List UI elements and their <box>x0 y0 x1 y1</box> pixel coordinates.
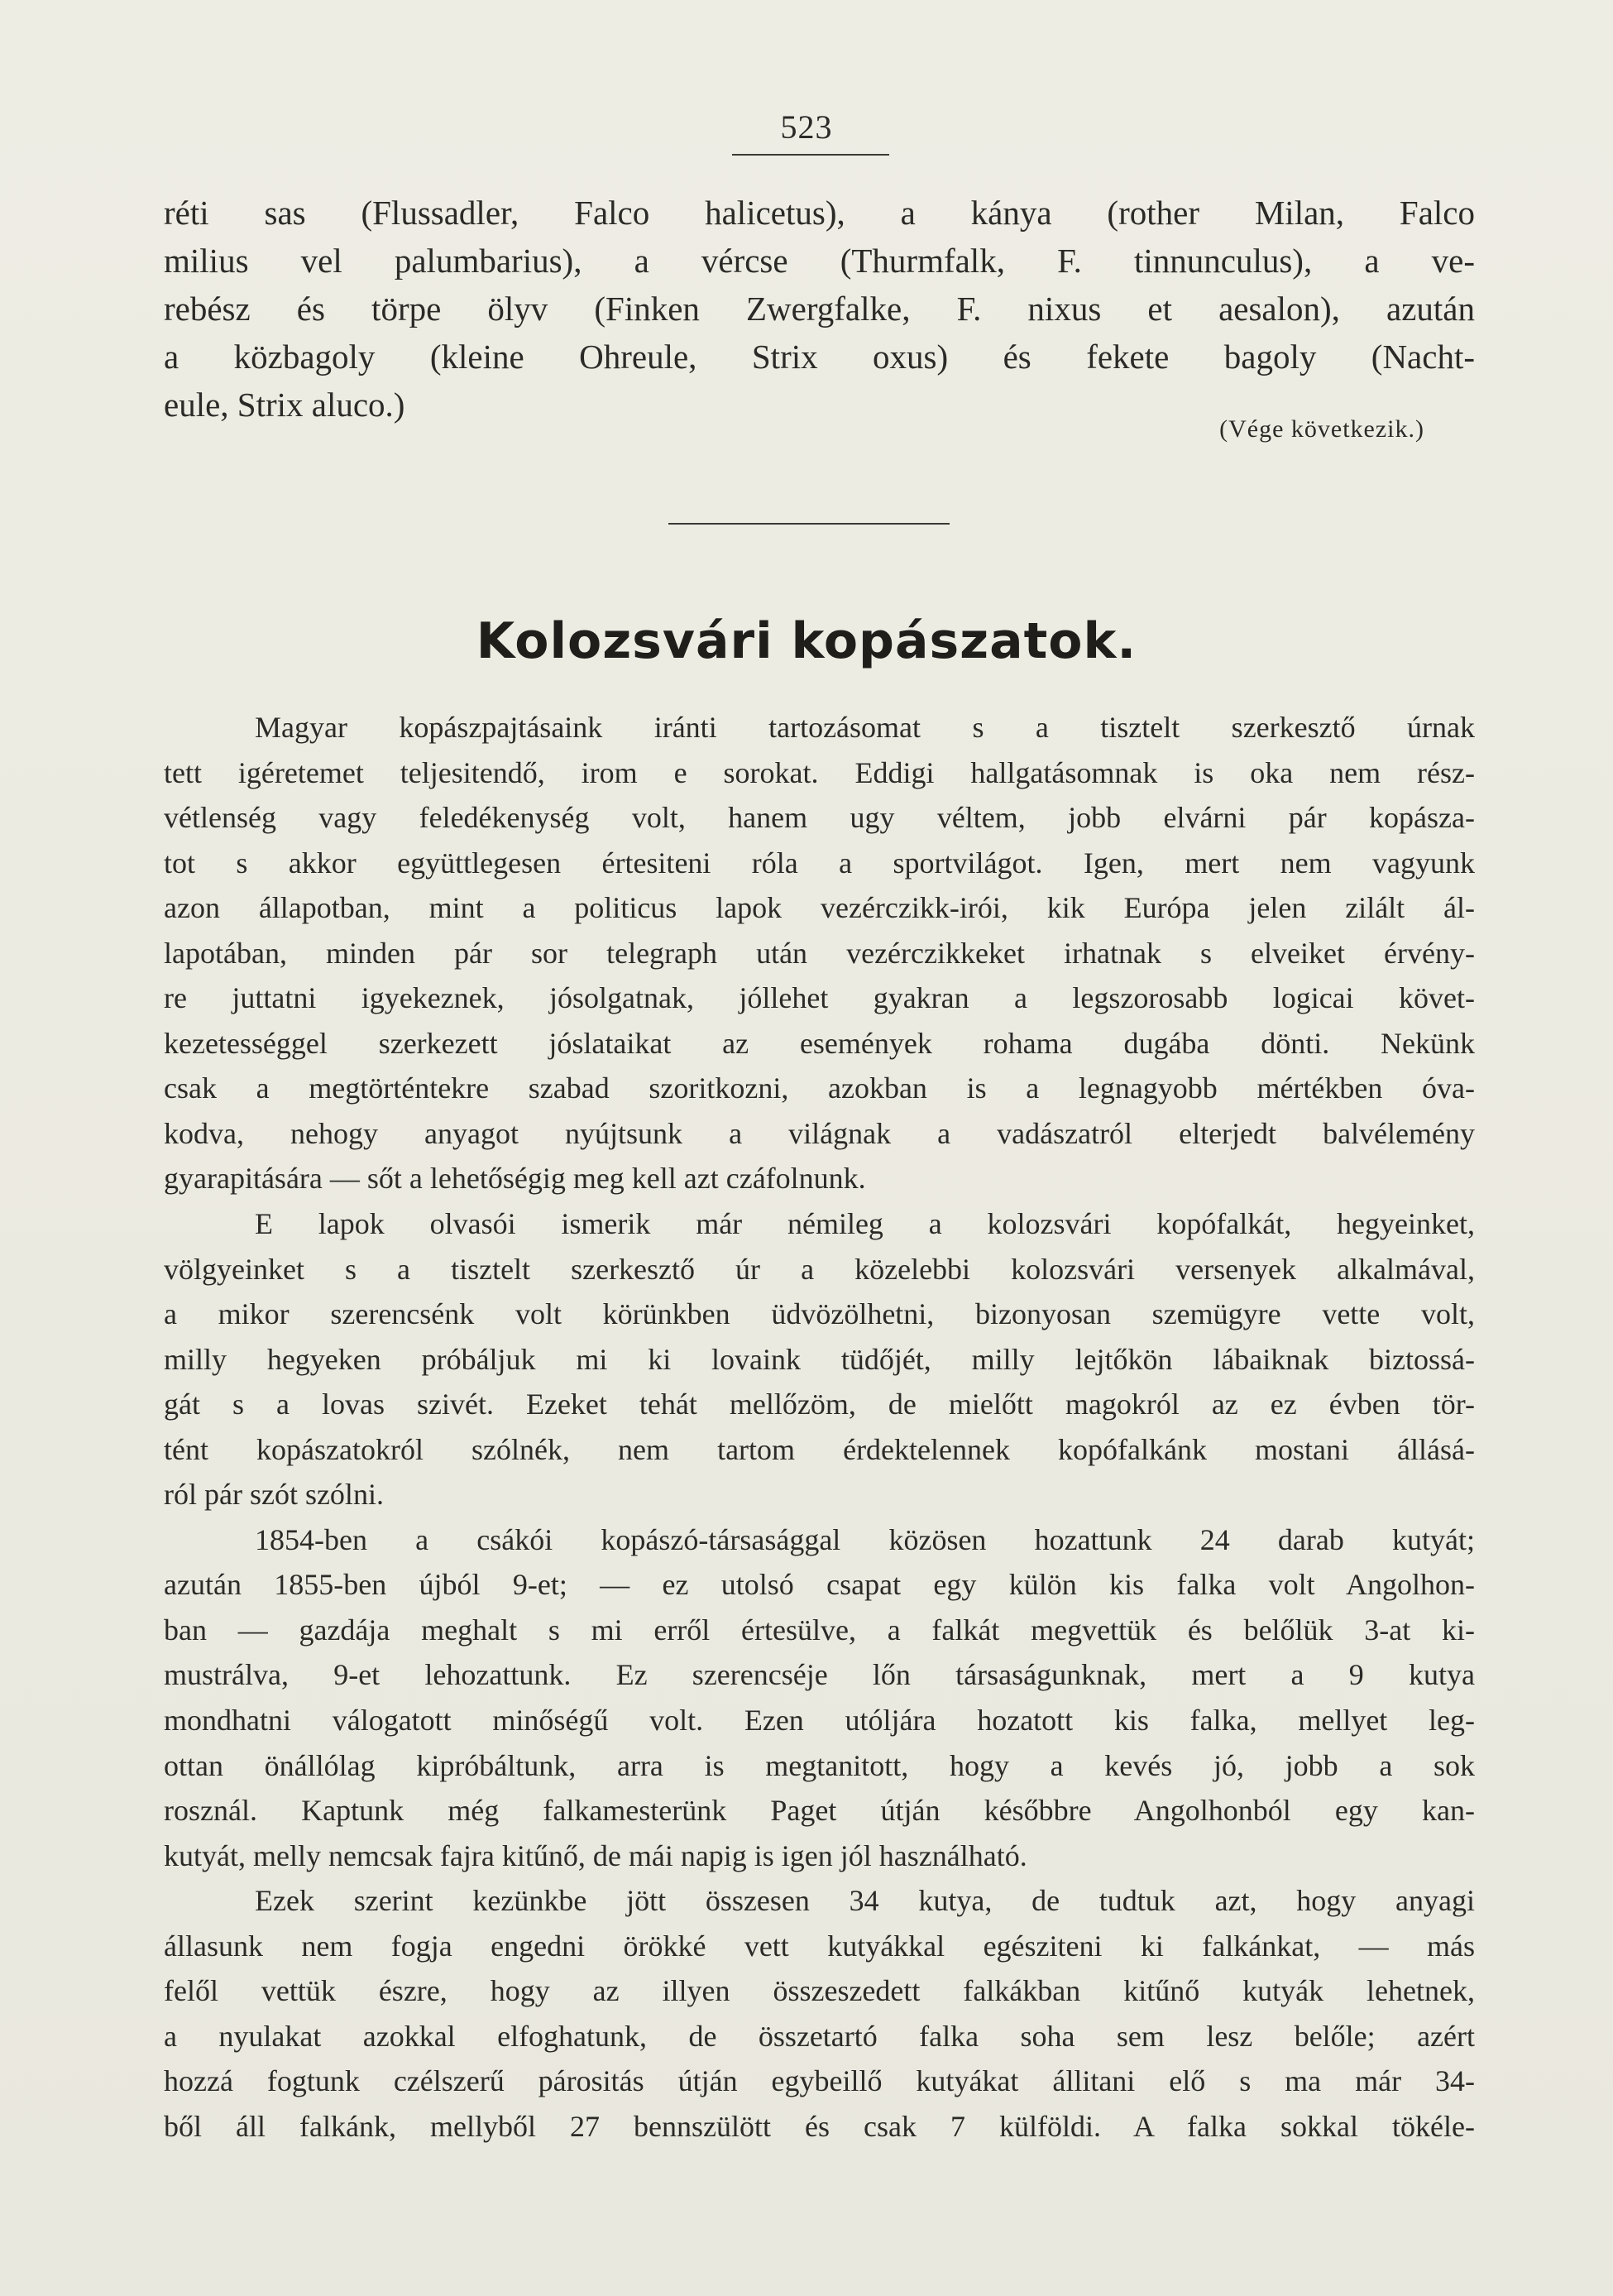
text-line: völgyeinket s a tisztelt szerkesztő úr a közelebbi kolozsvári versenyek alkalmával, <box>164 1252 1475 1286</box>
text-line: ról pár szót szólni. <box>164 1478 384 1512</box>
text-line: gyarapitására — sőt a lehetőségig meg kell azt czáfolnunk. <box>164 1162 866 1196</box>
section-divider <box>668 523 950 525</box>
text-line: azon állapotban, mint a politicus lapok vezérczikk-irói, kik Európa jelen zilált ál- <box>164 891 1475 925</box>
text-line: rosznál. Kaptunk még falkamesterünk Paget útján későbbre Angolhonból egy kan- <box>164 1794 1475 1828</box>
text-line: re juttatni igyekeznek, jósolgatnak, jóllehet gyakran a legszorosabb logicai követ- <box>164 981 1475 1015</box>
text-line: Magyar kopászpajtásaink iránti tartozásomat s a tisztelt szerkesztő úrnak <box>255 711 1475 744</box>
text-line: mondhatni válogatott minőségű volt. Ezen utóljára hozatott kis falka, mellyet leg- <box>164 1704 1475 1738</box>
to-be-continued-note: (Vége következik.) <box>1219 415 1424 443</box>
text-line: eule, Strix aluco.) <box>164 386 405 424</box>
text-line: a nyulakat azokkal elfoghatunk, de összetartó falka soha sem lesz belőle; azért <box>164 2019 1475 2053</box>
text-line: tént kopászatokról szólnék, nem tartom érdektelennek kopófalkánk mostani állásá- <box>164 1432 1475 1466</box>
page-number: 523 <box>780 108 833 146</box>
text-line: felől vettük észre, hogy az illyen összeszedett falkákban kitűnő kutyák lehetnek, <box>164 1974 1475 2008</box>
text-line: ottan önállólag kipróbáltunk, arra is megtanitott, hogy a kevés jó, jobb a sok <box>164 1748 1475 1782</box>
text-line: állasunk nem fogja engedni örökké vett kutyákkal egésziteni ki falkánkat, — más <box>164 1929 1475 1963</box>
page-number-rule <box>732 154 889 156</box>
text-line: tett igéretemet teljesitendő, irom e sorokat. Eddigi hallgatásomnak is oka nem rész- <box>164 755 1475 789</box>
text-line: 1854-ben a csákói kopászó-társasággal közösen hozattunk 24 darab kutyát; <box>255 1522 1475 1556</box>
text-line: ban — gazdája meghalt s mi erről értesülve, a falkát megvettük és belőlük 3-at ki- <box>164 1613 1475 1647</box>
text-line: Ezek szerint kezünkbe jött összesen 34 kutya, de tudtuk azt, hogy anyagi <box>255 1884 1475 1918</box>
text-line: ből áll falkánk, mellyből 27 bennszülött és csak 7 külföldi. A falka sokkal tökéle- <box>164 2109 1475 2143</box>
article-title: Kolozsvári kopászatok. <box>476 612 1137 670</box>
text-line: lapotában, minden pár sor telegraph után vezérczikkeket irhatnak s elveiket érvény- <box>164 936 1475 970</box>
text-line: tot s akkor együttlegesen értesiteni róla a sportvilágot. Igen, mert nem vagyunk <box>164 846 1475 880</box>
text-line: a mikor szerencsénk volt körünkben üdvözölhetni, bizonyosan szemügyre vette volt, <box>164 1297 1475 1331</box>
text-line: mustrálva, 9-et lehozattunk. Ez szerencséje lőn társaságunknak, mert a 9 kutya <box>164 1658 1475 1692</box>
text-line: E lapok olvasói ismerik már némileg a kolozsvári kopófalkát, hegyeinket, <box>255 1207 1475 1241</box>
text-line: kodva, nehogy anyagot nyújtsunk a világnak a vadászatról elterjedt balvélemény <box>164 1116 1475 1150</box>
text-line: azután 1855-ben újból 9-et; — ez utolsó csapat egy külön kis falka volt Angolhon- <box>164 1568 1475 1602</box>
text-line: gát s a lovas szivét. Ezeket tehát mellőzöm, de mielőtt magokról az ez évben tör- <box>164 1388 1475 1421</box>
text-line: milius vel palumbarius), a vércse (Thurmfalk, F. tinnunculus), a ve- <box>164 242 1475 280</box>
text-line: a közbagoly (kleine Ohreule, Strix oxus) és fekete bagoly (Nacht- <box>164 338 1475 376</box>
text-line: csak a megtörténtekre szabad szoritkozni, azokban is a legnagyobb mértékben óva- <box>164 1071 1475 1105</box>
text-line: vétlenség vagy feledékenység volt, hanem ugy véltem, jobb elvárni pár kopásza- <box>164 801 1475 835</box>
text-line: kutyát, melly nemcsak fajra kitűnő, de mái napig is igen jól használható. <box>164 1838 1027 1872</box>
text-line: hozzá fogtunk czélszerű párositás útján egybeillő kutyákat állitani elő s ma már 34- <box>164 2064 1475 2098</box>
text-line: milly hegyeken próbáljuk mi ki lovaink tüdőjét, milly lejtőkön lábaiknak biztossá- <box>164 1342 1475 1376</box>
intro-paragraph <box>164 189 1475 429</box>
text-line: kezetességgel szerkezett jóslataikat az események rohama dugába dönti. Nekünk <box>164 1026 1475 1060</box>
text-line: rebész és törpe ölyv (Finken Zwergfalke, F. nixus et aesalon), azután <box>164 290 1475 328</box>
text-line: réti sas (Flussadler, Falco halicetus), a kánya (rother Milan, Falco <box>164 194 1475 232</box>
article-body <box>164 705 1475 2150</box>
